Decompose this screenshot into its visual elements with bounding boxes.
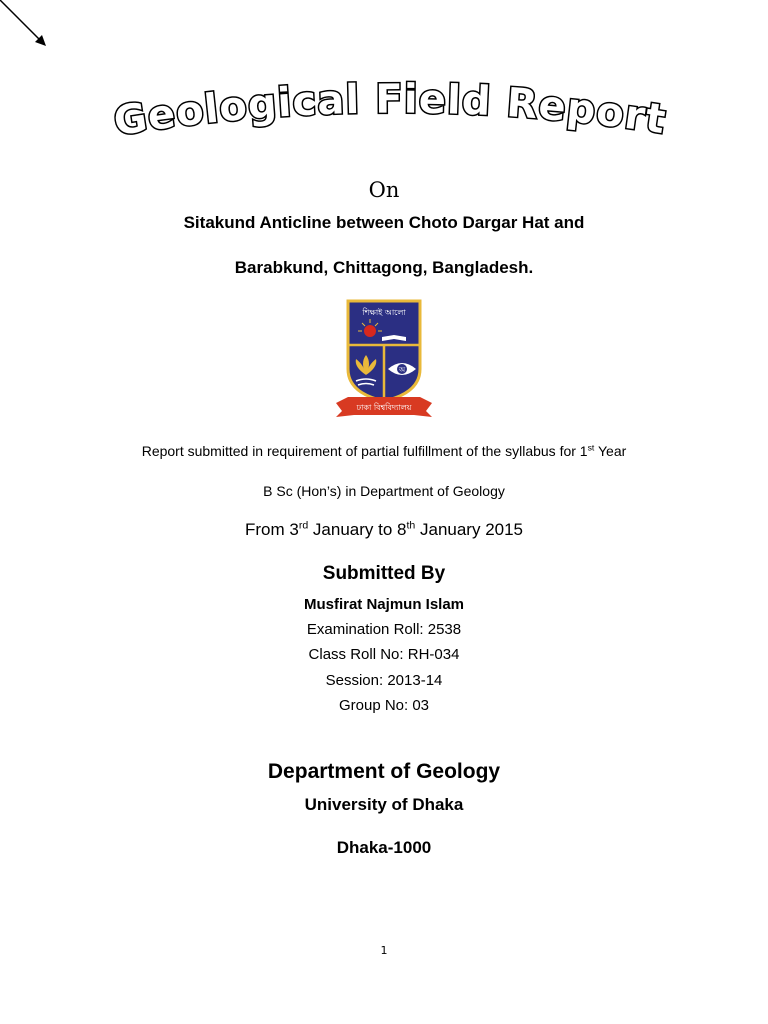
degree-line: B Sc (Hon’s) in Department of Geology (263, 483, 505, 499)
corner-arrow-icon (0, 0, 60, 60)
requirement-statement: Report submitted in requirement of partial fulfillment of the syllabus for 1st Year (141, 442, 627, 459)
group-number: Group No: 03 (338, 697, 430, 714)
student-name: Musfirat Najmun Islam (303, 596, 465, 613)
crest-motto: শিক্ষাই আলো (362, 308, 406, 317)
page-number: 1 (380, 944, 388, 957)
report-title (90, 78, 690, 158)
on-label: On (368, 178, 400, 202)
class-roll: Class Roll No: RH-034 (308, 646, 460, 663)
subject-line-2: Barabkund, Chittagong, Bangladesh. (234, 258, 534, 277)
svg-text:Geological Field Report (111, 78, 669, 145)
university-crest-logo (334, 297, 434, 421)
crest-letter: অ (398, 366, 406, 374)
subject-line-1: Sitakund Anticline between Choto Dargar Hat and (183, 213, 585, 232)
session: Session: 2013-14 (325, 672, 443, 689)
report-title-text: Geological Field Report (110, 78, 670, 146)
examination-roll: Examination Roll: 2538 (306, 621, 462, 638)
department-name: Department of Geology (267, 760, 501, 783)
crest-banner-text: ঢাকা বিশ্ববিদ্যালয় (356, 403, 412, 412)
city-postcode: Dhaka-1000 (336, 838, 432, 857)
submitted-by-heading: Submitted By (322, 563, 446, 584)
field-dates: From 3rd January to 8th January 2015 (244, 519, 524, 539)
university-name: University of Dhaka (304, 795, 464, 814)
